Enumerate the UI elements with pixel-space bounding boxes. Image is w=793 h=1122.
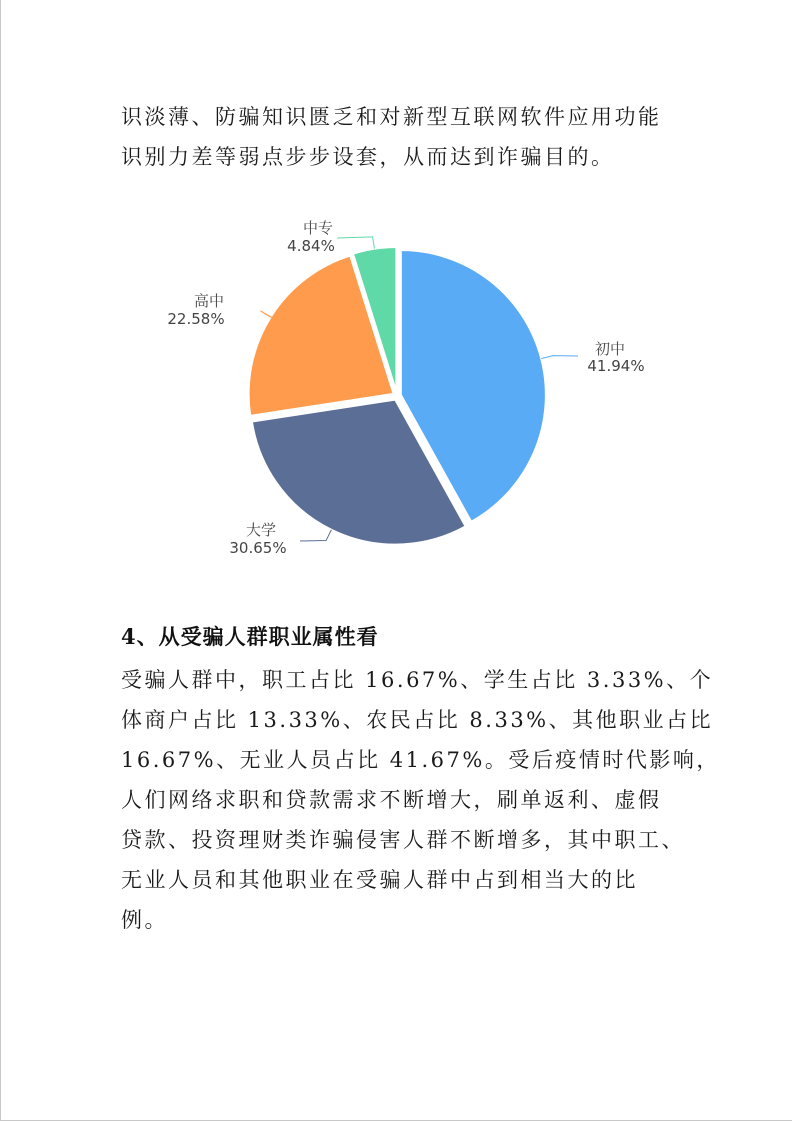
- text-line: 识淡薄、防骗知识匮乏和对新型互联网软件应用功能: [121, 105, 662, 129]
- text-line: 16.67%、无业人员占比 41.67%。受后疫情时代影响，: [121, 748, 720, 772]
- leader-line-chuzhong: [541, 356, 578, 359]
- slice-value-gaozhong: 22.58%: [167, 310, 225, 328]
- leader-line-gaozhong: [260, 311, 273, 318]
- text-line: 无业人员和其他职业在受骗人群中占到相当大的比: [121, 868, 638, 892]
- slice-label-chuzhong: 初中: [594, 340, 626, 358]
- slice-label-gaozhong: 高中: [193, 292, 225, 310]
- text-line: 人们网络求职和贷款需求不断增大，刷单返利、虚假: [121, 788, 662, 812]
- slice-value-daxue: 30.65%: [229, 539, 287, 557]
- text-line: 识别力差等弱点步步设套，从而达到诈骗目的。: [121, 145, 615, 169]
- slice-value-zhongzhuan: 4.84%: [287, 237, 335, 255]
- text-line: 受骗人群中，职工占比 16.67%、学生占比 3.33%、个: [121, 668, 714, 692]
- slice-label-daxue: 大学: [245, 521, 277, 539]
- section-paragraph: [121, 660, 720, 940]
- slice-value-chuzhong: 41.94%: [587, 357, 645, 375]
- leader-line-zhongzhuan: [337, 237, 374, 249]
- text-line: 贷款、投资理财类诈骗侵害人群不断增多，其中职工、: [121, 828, 685, 852]
- text-line: 体商户占比 13.33%、农民占比 8.33%、其他职业占比: [121, 708, 714, 732]
- slice-label-zhongzhuan: 中专: [302, 219, 334, 237]
- leader-line-daxue: [300, 530, 331, 541]
- text-line: 例。: [121, 908, 168, 932]
- section-heading: 4、从受骗人群职业属性看: [121, 624, 379, 649]
